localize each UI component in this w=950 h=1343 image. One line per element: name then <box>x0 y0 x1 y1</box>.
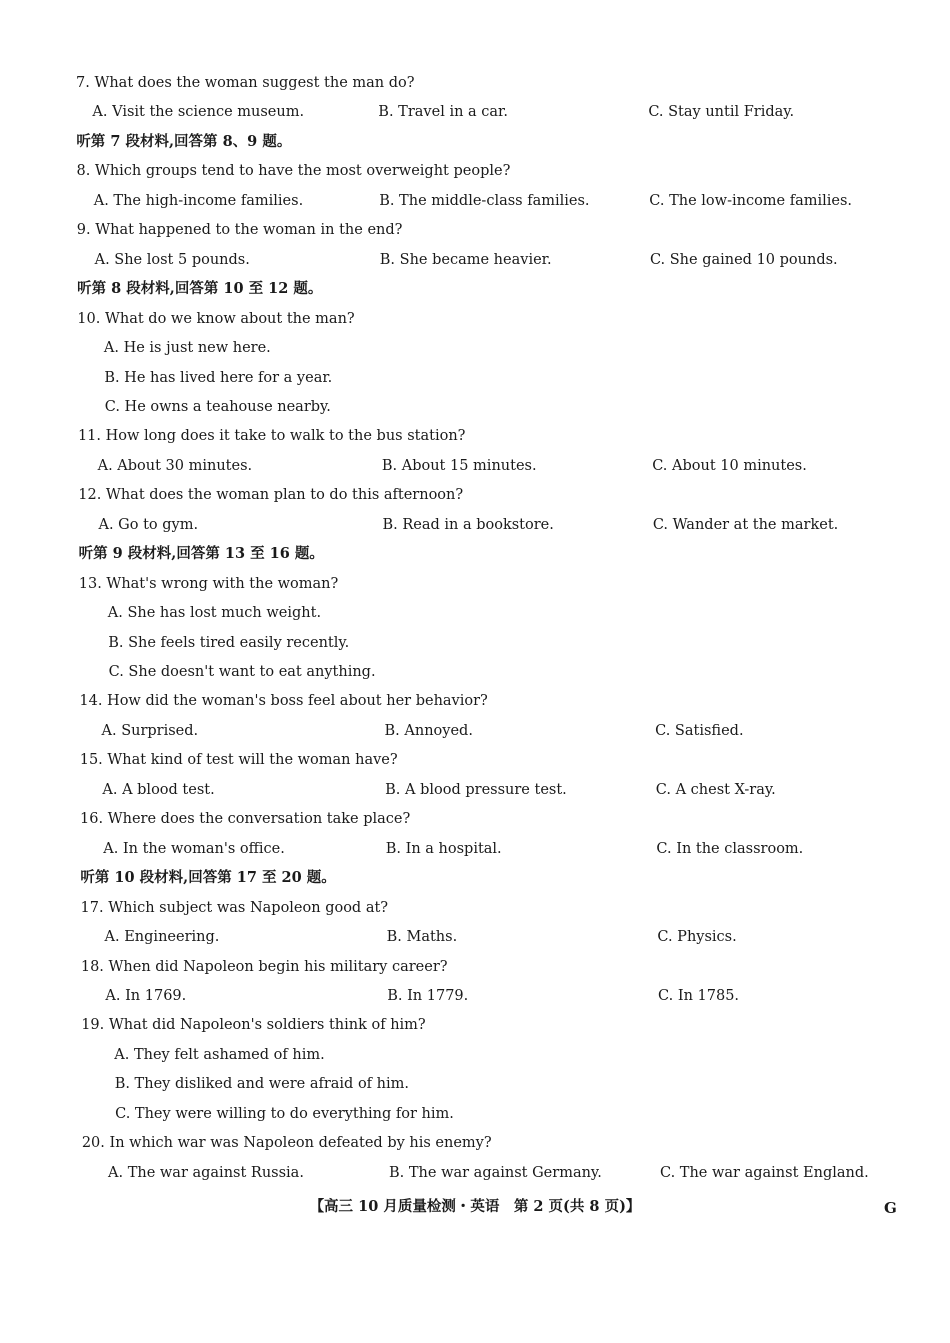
question-text: 15. What kind of test will the woman have? <box>79 752 398 769</box>
option-row <box>0 983 950 1009</box>
option-row <box>0 247 950 273</box>
question-text: 18. When did Napoleon begin his military career? <box>80 958 448 975</box>
question-stem <box>0 806 950 832</box>
option-c: C. Wander at the market. <box>652 516 839 533</box>
question-stem <box>0 482 950 508</box>
option-a: A. A blood test. <box>102 781 215 798</box>
option-row <box>0 1160 950 1186</box>
option-c: C. The low-income families. <box>649 192 853 209</box>
section-instruction <box>0 276 950 302</box>
question-text: 20. In which war was Napoleon defeated by his enemy? <box>81 1135 492 1152</box>
section-instruction <box>0 541 950 567</box>
option-row <box>0 512 950 538</box>
section-text: 听第 8 段材料,回答第 10 至 12 题。 <box>77 280 323 298</box>
option-text: C. He owns a teahouse nearby. <box>104 398 331 415</box>
section-instruction <box>0 865 950 891</box>
section-text: 听第 9 段材料,回答第 13 至 16 题。 <box>78 545 324 563</box>
option-c: C. In 1785. <box>658 987 740 1004</box>
question-text: 10. What do we know about the man? <box>77 310 355 327</box>
option-line <box>0 365 950 391</box>
question-stem <box>0 1012 950 1038</box>
question-stem <box>0 306 950 332</box>
option-row <box>0 777 950 803</box>
option-b: B. Travel in a car. <box>378 104 508 121</box>
option-a: A. The high-income families. <box>93 192 304 209</box>
question-stem <box>0 571 950 597</box>
question-text: 9. What happened to the woman in the end? <box>76 222 403 239</box>
option-b: B. She became heavier. <box>379 251 552 268</box>
section-instruction <box>0 129 950 155</box>
option-line <box>0 600 950 626</box>
option-b: B. Annoyed. <box>384 722 473 739</box>
option-a: A. Surprised. <box>101 722 199 739</box>
option-b: B. In a hospital. <box>385 840 502 857</box>
question-stem <box>0 954 950 980</box>
option-b: B. A blood pressure test. <box>385 781 567 798</box>
option-a: A. She lost 5 pounds. <box>94 251 250 268</box>
option-text: B. They disliked and were afraid of him. <box>114 1076 409 1093</box>
question-stem <box>0 895 950 921</box>
option-a: A. Visit the science museum. <box>92 104 305 121</box>
question-text: 8. Which groups tend to have the most overweight people? <box>76 163 511 180</box>
option-c: C. She gained 10 pounds. <box>649 251 838 268</box>
option-b: B. The war against Germany. <box>389 1164 602 1181</box>
question-stem <box>0 747 950 773</box>
option-row <box>0 453 950 479</box>
option-line <box>0 659 950 685</box>
option-a: A. Engineering. <box>104 929 220 946</box>
option-c: C. Satisfied. <box>655 722 744 739</box>
option-b: B. Maths. <box>386 929 458 946</box>
option-text: C. She doesn't want to eat anything. <box>108 664 376 680</box>
option-text: B. He has lived here for a year. <box>104 369 333 386</box>
option-c: C. About 10 minutes. <box>652 457 807 474</box>
option-c: C. Stay until Friday. <box>648 104 795 121</box>
question-stem <box>0 1130 950 1156</box>
option-text: A. They felt ashamed of him. <box>114 1046 325 1063</box>
option-row <box>0 836 950 862</box>
option-c: C. Physics. <box>657 929 737 946</box>
option-line <box>0 335 950 361</box>
question-stem <box>0 158 950 184</box>
question-text: 12. What does the woman plan to do this afternoon? <box>78 487 464 504</box>
option-row <box>0 718 950 744</box>
section-text: 听第 7 段材料,回答第 8、9 题。 <box>76 132 292 150</box>
page-version-mark: G <box>884 1199 897 1217</box>
option-text: A. She has lost much weight. <box>107 605 322 622</box>
question-text: 11. How long does it take to walk to the bus station? <box>77 428 466 445</box>
option-a: A. In 1769. <box>105 987 187 1004</box>
option-line <box>0 1071 950 1097</box>
question-text: 16. Where does the conversation take place? <box>80 811 411 828</box>
option-a: A. About 30 minutes. <box>97 457 253 474</box>
section-text: 听第 10 段材料,回答第 17 至 20 题。 <box>80 869 336 887</box>
option-text: C. They were willing to do everything for him. <box>115 1105 454 1122</box>
option-line <box>0 1042 950 1068</box>
option-c: C. A chest X-ray. <box>655 781 776 798</box>
question-text: 13. What's wrong with the woman? <box>78 575 339 592</box>
option-c: C. In the classroom. <box>656 840 804 857</box>
option-b: B. The middle-class families. <box>379 192 590 209</box>
option-b: B. Read in a bookstore. <box>382 516 554 533</box>
option-row <box>0 99 950 125</box>
question-stem <box>0 423 950 449</box>
question-text: 17. Which subject was Napoleon good at? <box>80 899 389 916</box>
option-text: A. He is just new here. <box>103 340 271 357</box>
page-footer: 【高三 10 月质量检测・英语 第 2 页(共 8 页)】 <box>309 1198 641 1215</box>
question-stem <box>0 70 950 96</box>
option-line <box>0 394 950 420</box>
option-line <box>0 1101 950 1127</box>
option-b: B. About 15 minutes. <box>381 457 537 474</box>
question-stem <box>0 688 950 714</box>
option-c: C. The war against England. <box>660 1164 869 1181</box>
option-row <box>0 924 950 950</box>
question-text: 19. What did Napoleon's soldiers think of him? <box>81 1017 426 1034</box>
option-line <box>0 630 950 656</box>
question-text: 14. How did the woman's boss feel about her behavior? <box>79 693 488 710</box>
option-a: A. The war against Russia. <box>108 1164 304 1181</box>
option-a: A. Go to gym. <box>98 516 199 533</box>
question-text: 7. What does the woman suggest the man do? <box>76 75 415 91</box>
question-stem <box>0 217 950 243</box>
option-b: B. In 1779. <box>387 987 469 1004</box>
option-text: B. She feels tired easily recently. <box>108 634 350 651</box>
option-row <box>0 188 950 214</box>
option-a: A. In the woman's office. <box>103 840 285 857</box>
